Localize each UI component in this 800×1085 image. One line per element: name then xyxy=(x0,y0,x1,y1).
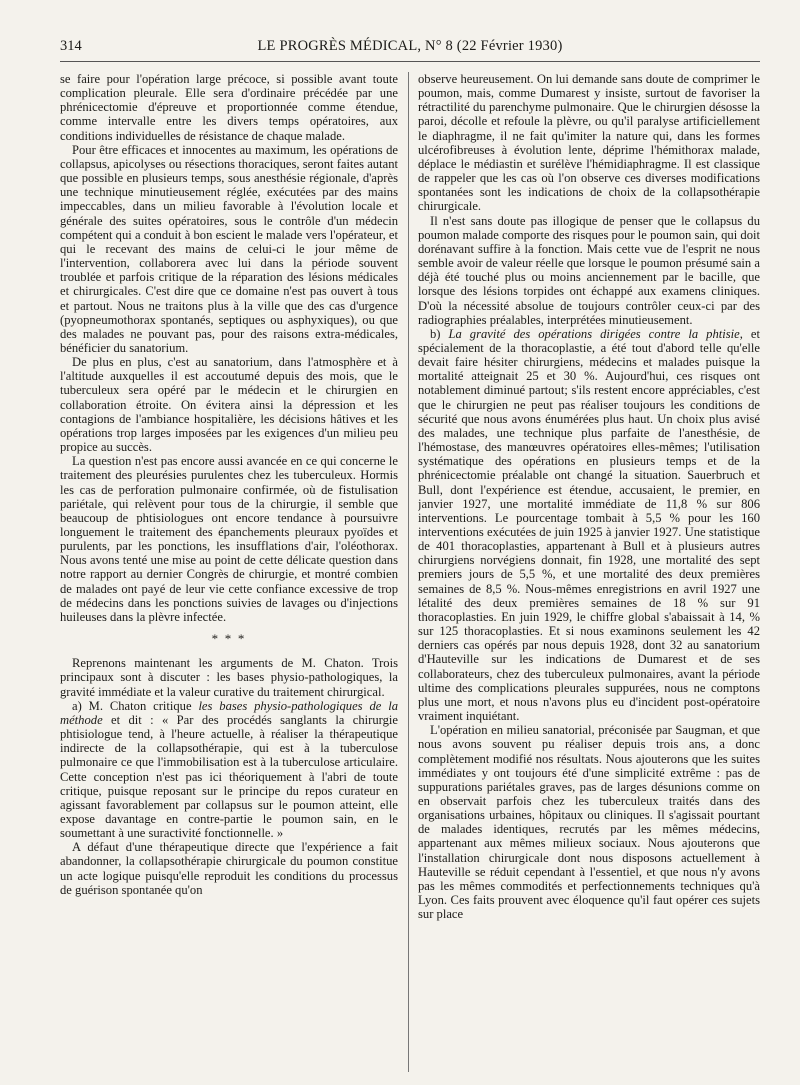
header-rule xyxy=(60,61,760,62)
para6-lead: a) M. Chaton critique xyxy=(72,698,199,713)
column-divider xyxy=(408,72,409,1072)
left-paragraph-5: Reprenons maintenant les arguments de M. Chaton. Trois principaux sont à discuter : les bases physio-pathologiques, la gravité immédiate et la valeur curative du traitement chirurgical. xyxy=(60,656,398,699)
right-paragraph-2: Il n'est sans doute pas illogique de penser que le collapsus du poumon malade comporte des risques pour le poumon sain, qui doit dorénavant suffire à la fonction. Mais cette vue de l'esprit ne nous semble avoir de valeur réelle que lorsque le poumon présumé sain a déjà été touché plus ou moins anciennement par le bacille, que lorsque des lésions torpides ont échappé aux examens cliniques. D'où la nécessité absolue de toujours contrôler ceux-ci par des radiographies préalables, interprétées minutieusement. xyxy=(418,213,760,327)
para3-italic: La gravité des opérations dirigées contre la phtisie xyxy=(448,326,740,341)
section-asterism: * * * xyxy=(211,631,247,647)
para6-italic: les bases physio-pathologiques de la méthode xyxy=(60,698,398,727)
right-paragraph-3 xyxy=(418,327,760,723)
left-paragraph-2: Pour être efficaces et innocentes au maximum, les opérations de collapsus, apicolyses ou résections thoraciques, seront faites autant que possible en plusieurs temps, sous anesthésie régionale, d'après une technique minutieusement réglée, exécutées par des mains impeccables, dans un milieu favorable à l'évolution locale et générale des suites opératoires, sous le contrôle d'un médecin compétent qui a conduit à bon escient le malade vers l'opérateur, et qui le recevant des mains de celui-ci le jour même de l'intervention, collaborera avec lui dans la période souvent troublée et parfois critique de la réparation des lésions médicales et chirurgicales. C'est dire que ce domaine n'est pas ouvert à tous et partout. Nous ne traitons plus à la ville que des cas d'urgence (pyopneumothorax spontanés, septiques ou asphyxiques), ou que des malades ne pouvant pas, pour des raisons extra-médicales, bénéficier du sanatorium. xyxy=(60,142,398,355)
left-column xyxy=(60,72,398,1072)
right-column xyxy=(418,72,760,1072)
right-paragraph-1: observe heureusement. On lui demande sans doute de comprimer le poumon, mais, comme Dumarest y insiste, surtout de favoriser la rétractilité du parenchyme pulmonaire. Que le chirurgien désosse la paroi, décolle et refoule la plèvre, ou qu'il paralyse artificiellement le diaphragme, il ne fait qu'imiter la nature qui, dans les formes ulcérofibreuses à évolution lente, déprime l'hémithorax malade, déplace le médiastin et surélève l'hémidiaphragme. Il est classique de rappeler que les cas où l'on observe ces diverses modifications spontanées sont les indications de choix de la collapsothérapie chirurgicale. xyxy=(418,72,760,214)
para3-rest: , et spécialement de la thoracoplastie, a été tout d'abord telle qu'elle devait faire hésiter chirurgiens, médecins et malades puisque la mortalité atteignait 25 et 30 %. Aujourd'hui, ces risques ont notablement diminué partout; s'ils restent encore appréciables, c'est que le chirurgien ne peut pas réaliser toujours les conditions de sécurité que nous avons énumérées plus haut. Un choix plus avisé des malades, une technique plus parfaite de l'anesthésie, de l'hémostase, des manœuvres opératoires elles-mêmes; l'utilisation systématique des opérations en plusieurs temps et de la phrénicectomie préalable ont changé la situation. Sauerbruch et Bull, dont l'expérience est étendue, accusaient, le premier, en janvier 1927, une mortalité immédiate de 11,8 % sur 806 interventions. Le pourcentage tombait à 5,5 % pour les 160 interventions exécutées de juin 1925 à janvier 1927. Une statistique de 401 thoracoplasties, appartenant à Bull et à plusieurs autres chirurgiens norvégiens donnait, fin 1928, une mortalité des sept premiers jours de 5,5 %, et une mortalité des deux premières semaines de 8,5 %. Nous-mêmes enregistrions en avril 1927 une létalité des deux premières semaines de 18 % sur 91 thoracoplasties. En juin 1929, le chiffre global s'abaissait à 14, % sur 125 thoracoplasties. Et si nous examinons seulement les 42 derniers cas opérés par nous depuis 1928, dont 32 au sanatorium d'Hauteville sur les indications de Dumarest et de ses collaborateurs, chez des tuberculeux pulmonaires, avant la période ultime des complications pleurales suppurées, nous ne comptons plus une mort, et nous n'avons plus eu d'incident post-opératoire vraiment inquiétant. xyxy=(418,326,760,724)
left-paragraph-4: La question n'est pas encore aussi avancée en ce qui concerne le traitement des pleurésies purulentes chez les tuberculeux. Hormis les cas de perforation pulmonaire confirmée, où de fistulisation pariétale, qui relèvent pour tous de la chirurgie, il semble que beaucoup de phtisiologues ont encore tendance à poursuivre longuement le traitement des épanchements pleuraux pyoïdes et purulents, par les ponctions, les insufflations d'air, l'oléothorax. Nous avons tenté une mise au point de cette délicate question dans notre rapport au dernier Congrès de chirurgie, et montré combien de malades ont payé de leur vie cette confiance excessive de trop de médecins dans les ponctions suivies de lavages ou d'injections huileuses dans la plèvre infectée. xyxy=(60,454,398,624)
page-number: 314 xyxy=(60,38,82,54)
para6-rest: et dit : « Par des procédés sanglants la chirurgie phtisiologue tend, à l'heure actuelle, à réaliser la thérapeutique indirecte de la collapsothérapie, qui est à la tuberculose pulmonaire ce que l'immobilisation est à la tuberculose articulaire. Cette conception n'est pas ici théoriquement à l'abri de toute critique, puisque reposant sur le principe du repos curateur en agissant favorablement par collapsus sur le poumon atteint, elle expose davantage en contre-partie le poumon sain, en le soumettant à une suractivité fonctionnelle. » xyxy=(60,712,398,841)
left-paragraph-7: A défaut d'une thérapeutique directe que l'expérience a fait abandonner, la collapsothérapie chirurgicale du poumon constitue un acte logique puisqu'elle reproduit les conditions du processus de guérison spontanée qu'on xyxy=(60,840,398,897)
para3-lead: b) xyxy=(430,326,449,341)
left-paragraph-3: De plus en plus, c'est au sanatorium, dans l'atmosphère et à l'altitude auxquelles il est accoutumé depuis des mois, que le tuberculeux sera opéré par le médecin et le chirurgien en collaboration étroite. On évitera ainsi la dépression et les contagions de l'ambiance hospitalière, les décisions hâtives et les opérations trop larges imposées par les exigences d'un milieu peu propice au succès. xyxy=(60,355,398,455)
running-title: LE PROGRÈS MÉDICAL, N° 8 (22 Février 1930) xyxy=(257,38,563,54)
left-paragraph-1: se faire pour l'opération large précoce, si possible avant toute complication pleurale. Elle sera d'ordinaire précédée par une phrénicectomie d'épreuve et proportionnée comme étendue, comme intervalle entre les divers temps opératoires, aux conditions individuelles de résistance de chaque malade. xyxy=(60,72,398,143)
running-header xyxy=(60,38,760,60)
left-paragraph-6 xyxy=(60,699,398,841)
right-paragraph-4: L'opération en milieu sanatorial, préconisée par Saugman, et que nous avons souvent pu réaliser depuis trois ans, a donc complètement modifié nos résultats. Nous ajouterons que les suites immédiates y ont toujours été d'une simplicité extrême : pas de suppurations pariétales graves, pas de larges désunions comme on en observait parfois chez les tuberculeux traités dans des organisations urbaines, hôpitaux ou cliniques. Il s'agissait pourtant de malades identiques, recrutés par les mêmes médecins, appartenant aux mêmes milieux sociaux. Nous ajouterons que l'installation chirurgicale dont nous disposons actuellement à Hauteville se réduit cependant à l'essentiel, et que nous n'y avons pas les mêmes commodités et perfectionnements techniques qu'à Lyon. Ces faits prouvent avec éloquence qu'il faut opérer ces sujets sur place xyxy=(418,723,760,922)
